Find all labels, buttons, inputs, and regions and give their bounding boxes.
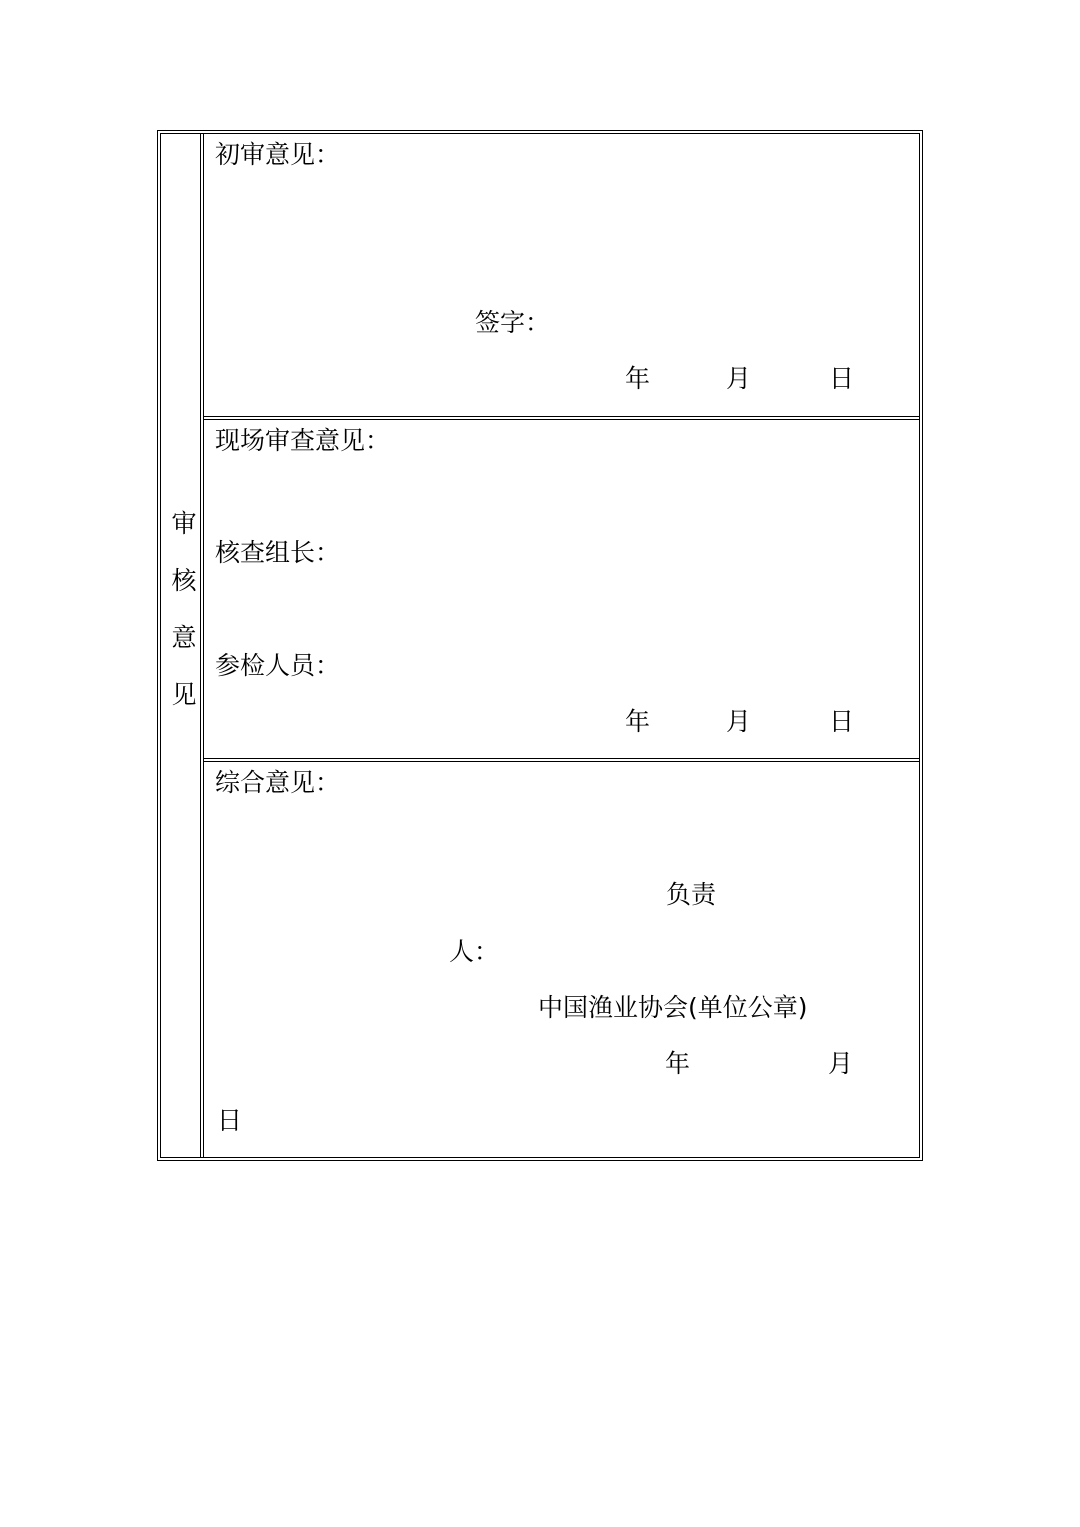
section-initial-box	[203, 133, 920, 417]
overall-review-title: 综合意见：	[215, 768, 341, 797]
overall-date-year: 年	[665, 1049, 691, 1078]
section-overall-box	[203, 761, 920, 1158]
onsite-leader-label: 核查组长：	[215, 538, 341, 567]
side-label-char: 核	[171, 566, 197, 595]
overall-seal-text: 中国渔业协会(单位公章)	[538, 993, 808, 1022]
initial-signature-label: 签字：	[475, 308, 551, 337]
onsite-date-day: 日	[829, 707, 855, 736]
onsite-date-year: 年	[625, 707, 651, 736]
overall-responsible-label-part2: 人：	[449, 937, 500, 966]
overall-date-day: 日	[217, 1106, 243, 1135]
onsite-review-title: 现场审查意见：	[215, 426, 391, 455]
initial-date-month: 月	[726, 364, 752, 393]
overall-responsible-label-part1: 负责	[666, 880, 717, 909]
initial-review-title: 初审意见：	[215, 140, 341, 169]
initial-date-year: 年	[625, 364, 651, 393]
overall-date-month: 月	[828, 1049, 854, 1078]
onsite-date-month: 月	[726, 707, 752, 736]
onsite-members-label: 参检人员：	[215, 651, 341, 680]
side-label-char: 意	[171, 623, 197, 652]
initial-date-day: 日	[829, 364, 855, 393]
side-label-char: 见	[171, 680, 197, 709]
section-onsite-box	[203, 419, 920, 759]
side-label-char: 审	[171, 509, 197, 538]
